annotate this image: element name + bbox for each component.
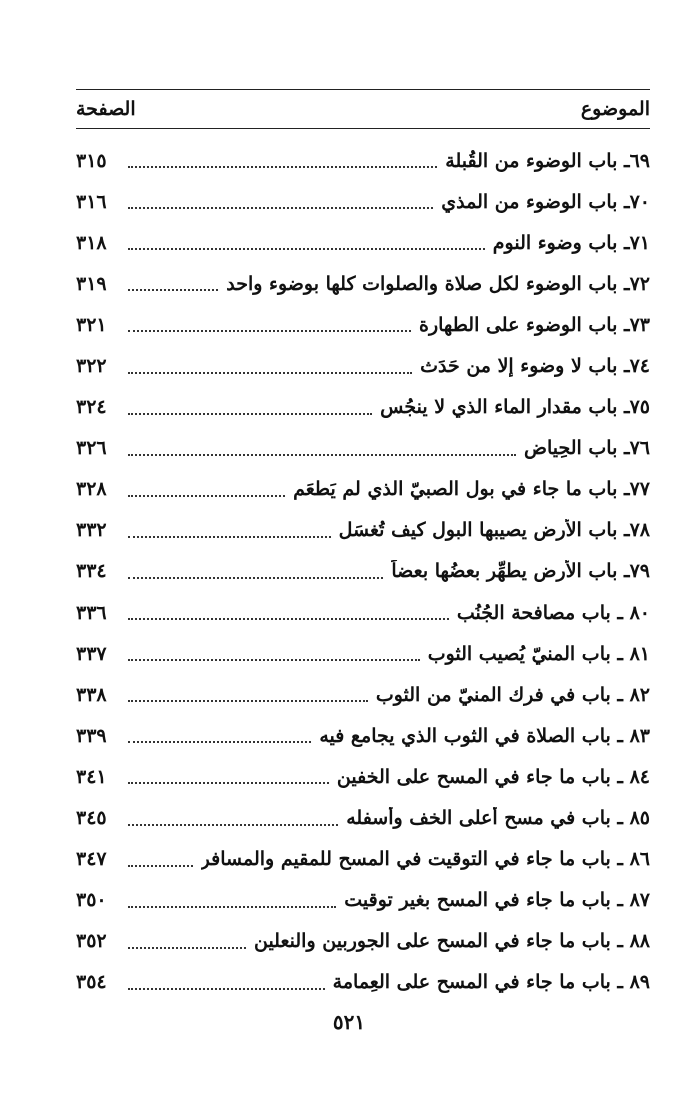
- toc-entry-title: ٨٨ ـ باب ما جاء في المسح على الجوربين والنعلين: [253, 930, 650, 953]
- dot-leader: [128, 576, 383, 579]
- toc-entry-page: ٣٢٦: [76, 437, 107, 460]
- toc-entry-page: ٣٢٤: [76, 396, 107, 419]
- dot-leader: [128, 658, 420, 661]
- toc-list: [76, 140, 650, 1003]
- toc-entry: [76, 674, 650, 715]
- toc-entry-page: ٣٥٢: [76, 930, 107, 953]
- dot-leader: [128, 987, 325, 990]
- toc-entry-title: ٨٩ ـ باب ما جاء في المسح على العِمامة: [332, 971, 650, 994]
- toc-entry: [76, 387, 650, 428]
- dot-leader: [128, 453, 516, 456]
- toc-entry: [76, 551, 650, 592]
- dot-leader: [128, 371, 412, 374]
- toc-entry-title: ٨٧ ـ باب ما جاء في المسح بغير توقيت: [344, 889, 650, 912]
- toc-entry-page: ٣٢١: [76, 313, 107, 336]
- dot-leader: [128, 288, 218, 291]
- toc-entry: [76, 756, 650, 797]
- toc-entry: [76, 345, 650, 386]
- toc-entry-title: ٧٣ـ باب الوضوء على الطهارة: [419, 313, 650, 336]
- toc-entry-page: ٣٤٧: [76, 848, 107, 871]
- toc-entry-title: ٧٩ـ باب الأرض يطهِّر بعضُها بعضاً: [391, 560, 650, 583]
- toc-entry-title: ٨٢ ـ باب في فرك المنيّ من الثوب: [375, 683, 650, 706]
- toc-entry-page: ٣٢٢: [76, 355, 107, 378]
- toc-entry-title: ٨٤ ـ باب ما جاء في المسح على الخفين: [336, 765, 650, 788]
- toc-entry-title: ٧١ـ باب وضوء النوم: [492, 231, 650, 254]
- toc-entry: [76, 715, 650, 756]
- toc-entry-title: ٨٥ ـ باب في مسح أعلى الخف وأسفله: [346, 807, 650, 830]
- toc-entry: [76, 304, 650, 345]
- dot-leader: [128, 781, 329, 784]
- toc-entry-page: ٣١٨: [76, 231, 107, 254]
- toc-entry-page: ٣٢٨: [76, 478, 107, 501]
- header-rule: [76, 128, 650, 129]
- dot-leader: [128, 946, 246, 949]
- toc-entry: [76, 962, 650, 1003]
- toc-entry-page: ٣٤١: [76, 765, 107, 788]
- toc-entry-page: ٣٣٧: [76, 642, 107, 665]
- toc-entry: [76, 428, 650, 469]
- toc-entry-page: ٣٣٤: [76, 560, 107, 583]
- toc-entry-title: ٧٦ـ باب الحِياض: [523, 437, 650, 460]
- toc-entry: [76, 798, 650, 839]
- dot-leader: [128, 165, 437, 168]
- toc-entry: [76, 222, 650, 263]
- toc-entry: [76, 880, 650, 921]
- top-rule: [76, 89, 650, 90]
- toc-entry-page: ٣٣٨: [76, 683, 107, 706]
- toc-entry-title: ٧٧ـ باب ما جاء في بول الصبيّ الذي لم يَطعَم: [293, 478, 650, 501]
- topic-column-heading: الموضوع: [580, 98, 650, 120]
- toc-entry-page: ٣٤٥: [76, 807, 107, 830]
- toc-entry: [76, 181, 650, 222]
- dot-leader: [128, 617, 449, 620]
- toc-entry-title: ٨١ ـ باب المنيّ يُصيب الثوب: [427, 642, 650, 665]
- toc-entry-title: ٨٦ ـ باب ما جاء في التوقيت في المسح للمقيم والمسافر: [200, 848, 650, 871]
- toc-entry-title: ٧٠ـ باب الوضوء من المذي: [441, 190, 650, 213]
- page-number: ٥٢١: [332, 1010, 366, 1034]
- toc-entry: [76, 469, 650, 510]
- toc-entry-page: ٣١٥: [76, 149, 107, 172]
- dot-leader: [128, 905, 336, 908]
- toc-entry-title: ٧٥ـ باب مقدار الماء الذي لا ينجُس: [380, 396, 650, 419]
- toc-entry-page: ٣١٦: [76, 190, 107, 213]
- toc-entry-page: ٣٣٦: [76, 601, 107, 624]
- dot-leader: [128, 740, 311, 743]
- toc-entry-page: ٣٣٢: [76, 519, 107, 542]
- toc-entry-title: ٧٨ـ باب الأرض يصيبها البول كيف تُغسَل: [338, 519, 650, 542]
- dot-leader: [128, 823, 338, 826]
- toc-entry: [76, 839, 650, 880]
- toc-entry: [76, 592, 650, 633]
- toc-entry: [76, 263, 650, 304]
- toc-entry-title: ٨٣ ـ باب الصلاة في الثوب الذي يجامع فيه: [319, 724, 650, 747]
- toc-entry: [76, 510, 650, 551]
- toc-entry-page: ٣١٩: [76, 272, 107, 295]
- toc-entry-title: ٦٩ـ باب الوضوء من القُبلة: [445, 149, 650, 172]
- toc-header: [76, 92, 650, 126]
- toc-entry-page: ٣٣٩: [76, 724, 107, 747]
- dot-leader: [128, 247, 485, 250]
- dot-leader: [128, 535, 331, 538]
- toc-entry: [76, 140, 650, 181]
- dot-leader: [128, 412, 372, 415]
- dot-leader: [128, 494, 285, 497]
- toc-entry-title: ٧٤ـ باب لا وضوء إلا من حَدَث: [420, 355, 650, 378]
- dot-leader: [128, 699, 368, 702]
- toc-entry-title: ٨٠ ـ باب مصافحة الجُنُب: [456, 601, 650, 624]
- dot-leader: [128, 206, 433, 209]
- toc-entry-title: ٧٢ـ باب الوضوء لكل صلاة والصلوات كلها بوضوء واحد: [226, 272, 650, 295]
- dot-leader: [128, 864, 193, 867]
- page-column-heading: الصفحة: [76, 98, 136, 120]
- toc-entry: [76, 633, 650, 674]
- dot-leader: [128, 329, 411, 332]
- toc-entry: [76, 921, 650, 962]
- toc-entry-page: ٣٥٠: [76, 889, 107, 912]
- toc-entry-page: ٣٥٤: [76, 971, 107, 994]
